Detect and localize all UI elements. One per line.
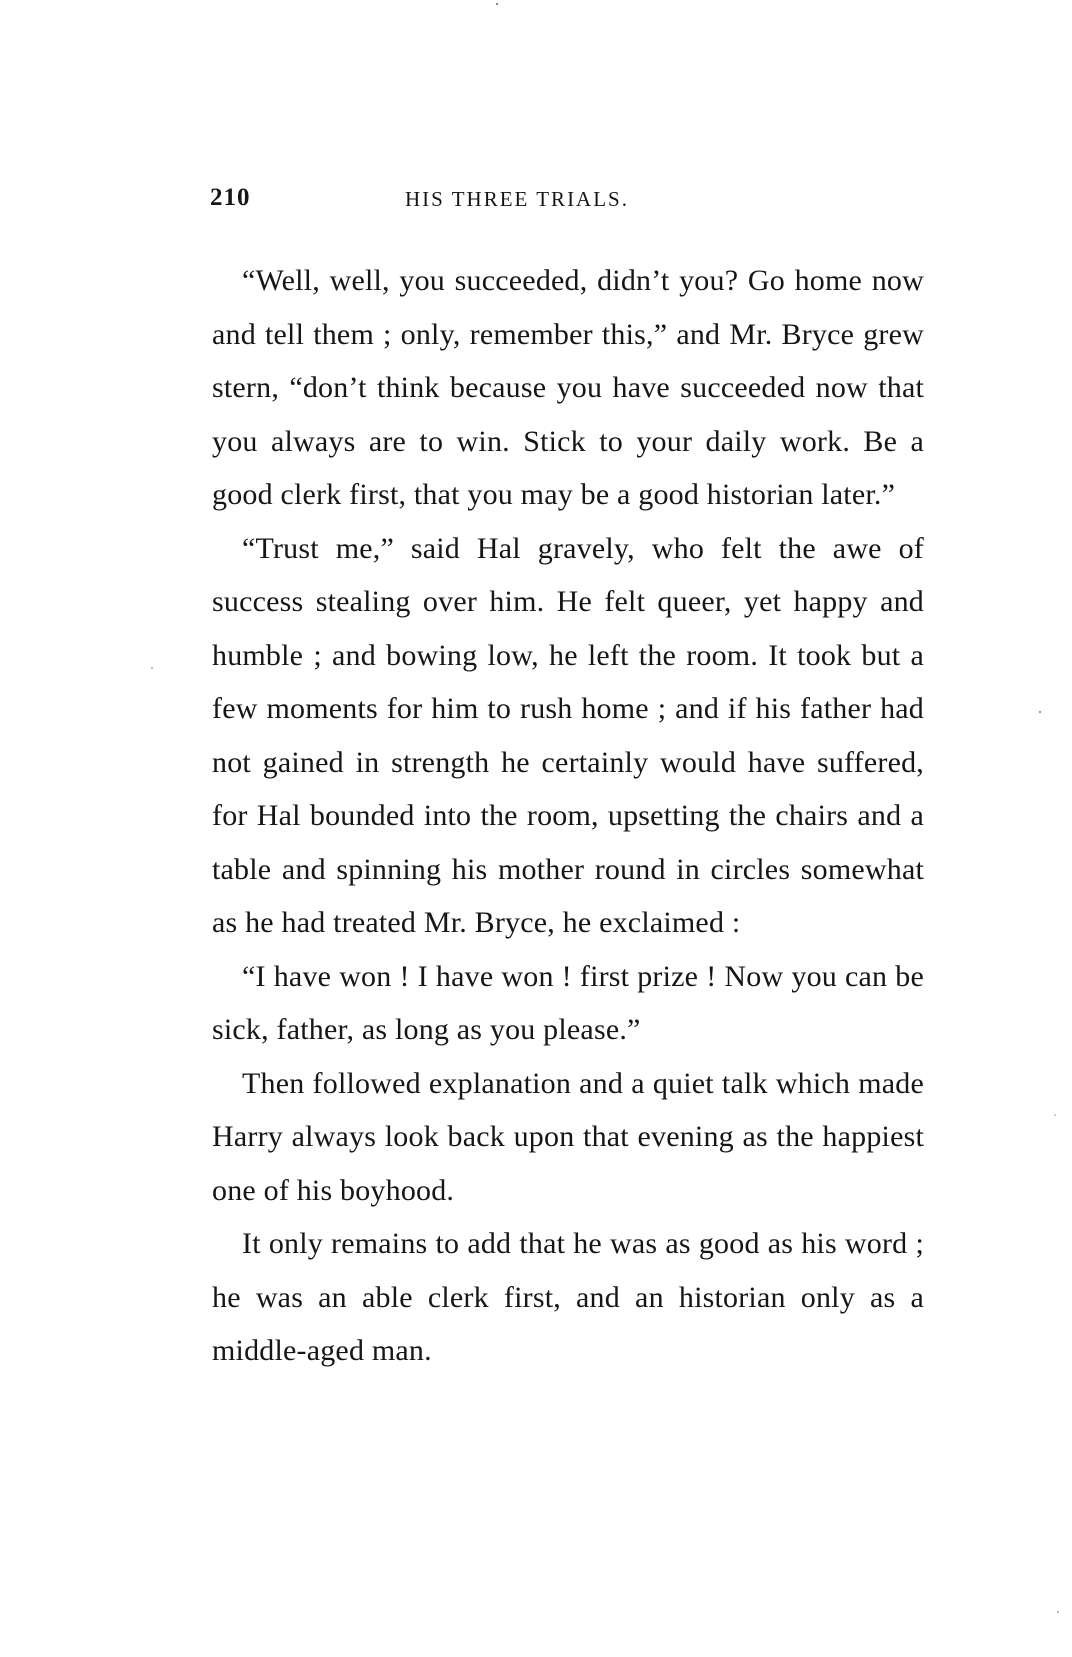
running-head [210, 184, 670, 218]
paragraph-5: It only remains to add that he was as good as his word ; he was an able clerk first, and an historian only as a middle-aged man. [212, 1227, 924, 1367]
paragraph-2: “Trust me,” said Hal gravely, who felt the awe of success stealing over him. He felt queer, yet happy and humble ; and bowing low, he left the room. It took but a few moments for him to rush home ; and if his father had not gained in strength he certainly would have suffered, for Hal bounded into the room, upsetting the chairs and a table and spinning his mother round in circles somewhat as he had treated Mr. Bryce, he exclaimed : [212, 531, 924, 939]
paragraph-3: “I have won ! I have won ! first prize ! Now you can be sick, father, as long as you please.” [212, 959, 924, 1046]
body-text [212, 254, 924, 1378]
speck [1039, 711, 1041, 713]
running-title: HIS THREE TRIALS. [405, 187, 629, 211]
speck [1054, 1114, 1056, 1116]
speck [496, 3, 498, 5]
speck [1057, 1611, 1059, 1613]
page-number: 210 [210, 184, 251, 211]
speck [151, 667, 153, 669]
paragraph-4: Then followed explanation and a quiet talk which made Harry always look back upon that evening as the happiest one of his boyhood. [212, 1066, 924, 1207]
paragraph-1: “Well, well, you succeeded, didn’t you? Go home now and tell them ; only, remember this,” and Mr. Bryce grew stern, “don’t think because you have succeeded now that you always are to win. Stick to your daily work. Be a good clerk first, that you may be a good historian later.” [212, 264, 924, 511]
